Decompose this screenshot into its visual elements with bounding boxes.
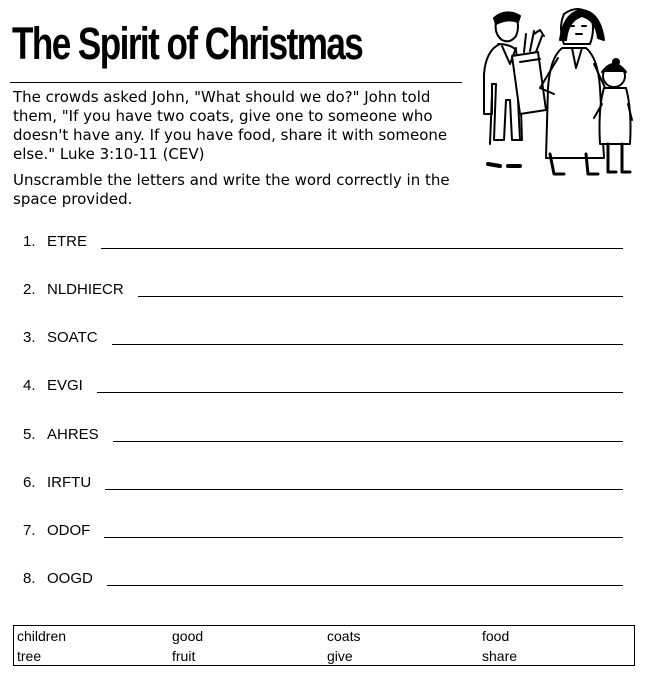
word-bank-item: tree (17, 648, 42, 664)
answer-line[interactable] (112, 344, 623, 345)
scrambled-word: AHRES (47, 426, 99, 443)
question-number: 3. (23, 329, 36, 346)
answer-line[interactable] (97, 392, 623, 393)
scrambled-word: SOATC (47, 329, 98, 346)
scrambled-word: ODOF (47, 522, 91, 539)
question-number: 7. (23, 522, 36, 539)
scrambled-word: OOGD (47, 570, 93, 587)
word-bank-item: good (172, 628, 204, 644)
word-bank-item: children (17, 628, 67, 644)
scripture-quote: The crowds asked John, "What should we do?" John told them, "If you have two coats, give one to someone who doesn't have any. If you have food, share it with someone else." Luke 3:10-11 (CEV) (13, 88, 448, 163)
question-number: 8. (23, 570, 36, 587)
answer-line[interactable] (107, 585, 623, 586)
page-title: The Spirit of Christmas (12, 18, 363, 69)
word-bank-item: food (482, 628, 510, 644)
question-number: 1. (23, 233, 36, 250)
answer-line[interactable] (101, 248, 623, 249)
answer-line[interactable] (138, 296, 623, 297)
question-row (23, 372, 623, 394)
question-row (23, 469, 623, 491)
word-bank-item: give (327, 648, 353, 664)
scrambled-word: NLDHIECR (47, 281, 124, 298)
question-row (23, 565, 623, 587)
answer-line[interactable] (113, 441, 623, 442)
title-divider (10, 82, 462, 83)
question-number: 6. (23, 474, 36, 491)
woman-figure (540, 9, 608, 174)
word-bank-item: share (482, 648, 518, 664)
question-row (23, 276, 623, 298)
scrambled-word: IRFTU (47, 474, 92, 491)
scrambled-word: ETRE (47, 233, 88, 250)
word-bank (13, 625, 635, 666)
question-row (23, 421, 623, 443)
question-row (23, 324, 623, 346)
word-bank-item: fruit (172, 648, 196, 664)
answer-line[interactable] (105, 489, 623, 490)
family-giving-coats-illustration (474, 4, 636, 182)
scrambled-word: EVGI (47, 377, 83, 394)
question-row (23, 517, 623, 539)
answer-line[interactable] (104, 537, 623, 538)
question-number: 5. (23, 426, 36, 443)
question-number: 4. (23, 377, 36, 394)
question-row (23, 228, 623, 250)
instructions-text: Unscramble the letters and write the word correctly in the space provided. (13, 171, 450, 208)
question-number: 2. (23, 281, 36, 298)
word-bank-item: coats (327, 628, 361, 644)
